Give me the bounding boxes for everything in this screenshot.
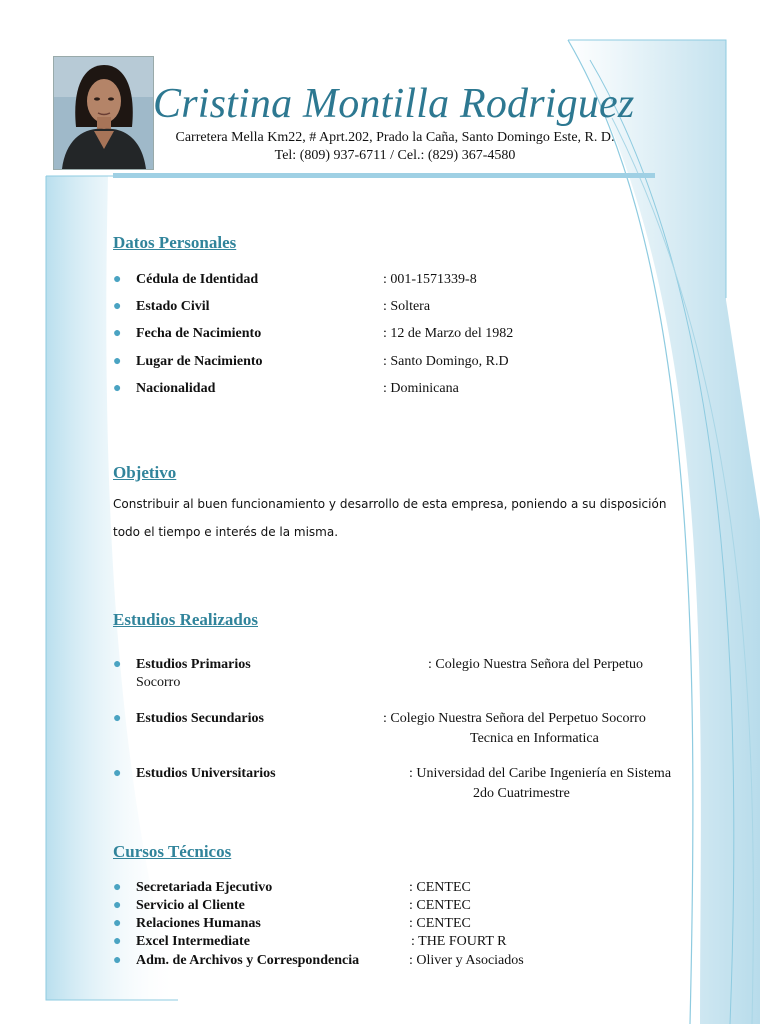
bullet-icon: ● bbox=[113, 766, 122, 781]
candidate-name: Cristina Montilla Rodriguez bbox=[153, 81, 635, 127]
phones: Tel: (809) 937-6711 / Cel.: (829) 367-4580 bbox=[274, 148, 516, 163]
profile-photo bbox=[53, 56, 154, 170]
item-label: Servicio al Cliente bbox=[136, 898, 245, 913]
bullet-icon: ● bbox=[113, 934, 122, 949]
bullet-icon: ● bbox=[113, 711, 122, 726]
item-label: Estudios Secundarios bbox=[136, 711, 264, 726]
bullet-icon: ● bbox=[113, 354, 122, 369]
item-label: Nacionalidad bbox=[136, 381, 216, 396]
item-label: Estado Civil bbox=[136, 299, 210, 314]
item-value: : CENTEC bbox=[409, 898, 471, 913]
bullet-icon: ● bbox=[113, 381, 122, 396]
item-value: : Universidad del Caribe Ingeniería en Sistema bbox=[409, 766, 672, 781]
item-label: Adm. de Archivos y Correspondencia bbox=[136, 953, 360, 968]
bullet-icon: ● bbox=[113, 326, 122, 341]
item-label: Estudios Primarios bbox=[136, 657, 251, 672]
item-value: : THE FOURT R bbox=[411, 934, 507, 949]
item-value: : Santo Domingo, R.D bbox=[383, 354, 509, 369]
item-label: Lugar de Nacimiento bbox=[136, 354, 263, 369]
bullet-icon: ● bbox=[113, 272, 122, 287]
item-label: Cédula de Identidad bbox=[136, 272, 259, 287]
item-value: : Soltera bbox=[383, 299, 431, 314]
section-title-studies: Estudios Realizados bbox=[113, 610, 258, 629]
item-value: : CENTEC bbox=[409, 880, 471, 895]
item-label: Secretariada Ejecutivo bbox=[136, 880, 273, 895]
item-value: : Oliver y Asociados bbox=[409, 953, 524, 968]
item-value: : Colegio Nuestra Señora del Perpetuo bbox=[428, 657, 644, 672]
section-title-courses: Cursos Técnicos bbox=[113, 842, 232, 861]
bullet-icon: ● bbox=[113, 953, 122, 968]
bullet-icon: ● bbox=[113, 880, 122, 895]
section-title-objective: Objetivo bbox=[113, 463, 177, 482]
item-value: : Dominicana bbox=[383, 381, 459, 396]
item-value: : 12 de Marzo del 1982 bbox=[383, 326, 514, 341]
address: Carretera Mella Km22, # Aprt.202, Prado la Caña, Santo Domingo Este, R. D. bbox=[175, 130, 615, 145]
item-label: Fecha de Nacimiento bbox=[136, 326, 262, 341]
bullet-icon: ● bbox=[113, 657, 122, 672]
item-value: : Colegio Nuestra Señora del Perpetuo Socorro bbox=[383, 711, 646, 726]
item-label: Relaciones Humanas bbox=[136, 916, 261, 931]
bullet-icon: ● bbox=[113, 299, 122, 314]
item-value-continued: 2do Cuatrimestre bbox=[473, 786, 570, 801]
item-value: : 001-1571339-8 bbox=[383, 272, 477, 287]
objective-text: Constribuir al buen funcionamiento y desarrollo de esta empresa, poniendo a su disposición todo el tiempo e interés de la misma. bbox=[113, 497, 667, 539]
item-label: Estudios Universitarios bbox=[136, 766, 276, 781]
item-value-continued: Socorro bbox=[136, 675, 181, 690]
item-value-continued: Tecnica en Informatica bbox=[470, 731, 599, 746]
section-title-personal: Datos Personales bbox=[113, 233, 237, 252]
bullet-icon: ● bbox=[113, 898, 122, 913]
item-label: Excel Intermediate bbox=[136, 934, 250, 949]
item-value: : CENTEC bbox=[409, 916, 471, 931]
bullet-icon: ● bbox=[113, 916, 122, 931]
